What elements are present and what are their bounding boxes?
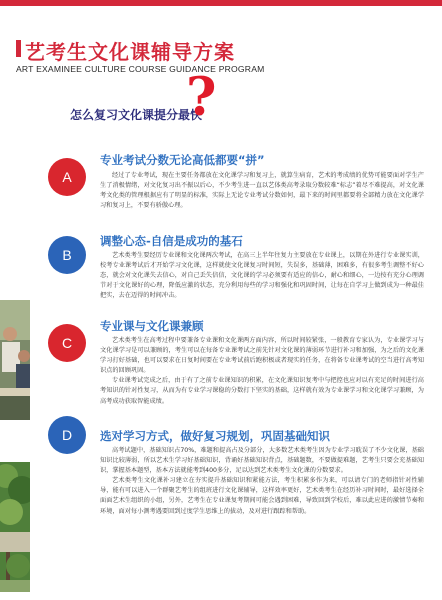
campus-trees-image: [0, 462, 30, 592]
question-mark-icon: ?: [186, 67, 217, 128]
section-paragraph: 经过了专业考试，现在主要任务都放在文化课学习和复习上，就算生病育，艺术的考成绩的优势可能要面对学生产生了消极情绪，对文化复习出不振以后心，不少考生进一直以艺体类高考录取分数较难“标志”着尽不难提高，对文化课考文化类的管理根据应有了明显的标准，实际上无论专业考试分数如何，最下来的时间里都要将全部精力放在文化课学习和复习上，不要有骄傲心理。: [100, 172, 424, 210]
section-title-c: 专业课与文化课兼顾: [100, 319, 204, 333]
section-title-a: 专业考试分数无论高低都要“拼”: [100, 153, 265, 167]
section-body-c: [100, 336, 424, 407]
students-studying-photo: [0, 300, 30, 420]
section-badge-d: D: [48, 416, 86, 454]
students-studying-image: [0, 300, 30, 420]
section-paragraph: 艺术类考生在高考过程中要兼备专业课和文化课两方面内容，所以时间较紧张，一般教育专家认为，专业课学习与文化课学习是可以兼顾的，考生可以在每备专业课考试之前先针对文化课的薄弱环节进行补习和加强，为之后的文化课学习打好基础，也可以要求在日复时间要在专业考试前后跑积极或者现实的任务，在将备专业课考试的空当进行高考知识点的回顾巩固。: [100, 337, 424, 375]
campus-trees-photo: [0, 462, 30, 592]
section-badge-c: C: [48, 324, 86, 362]
section-badge-b: B: [48, 236, 86, 274]
section-title-d: 选对学习方式，做好复习规划，巩固基础知识: [100, 429, 330, 443]
section-paragraph: 高考试题中，基础知识占70%，难题和提高占及分部分，大多数艺术类考生因为专业学习耽误了不少文化课，基础知识比较薄弱，所以艺术生学习好基础知识，背诵好基础知识背点，基础题数，不要做提难题，艺考生只要会充基础知识，掌握基本题型，基本方法就能考到400多分，足以达到艺术类考生文化课的分数要求。: [100, 447, 424, 475]
title-accent-mark: [16, 40, 21, 57]
section-title-b: 调整心态-自信是成功的基石: [100, 234, 243, 248]
page-title: 艺考生文化课辅导方案: [25, 40, 235, 64]
section-paragraph: 专业课考试完成之后，由于有了之前专业课知识的积累，在文化课知识复考中与把控也应对以有充足的时间进行高考知识的针对性复习，从而为有专业学习课稳的分数打下坚实的基础，这样就有效为专业课学习和文化课学习兼顾，为高考成功获取智能成绩。: [100, 377, 424, 405]
question-heading: 怎么复习文化课提分最快: [70, 108, 203, 122]
section-body-d: [100, 446, 424, 517]
section-paragraph: 艺术类考生文化课补习建立在夯实提升基础知识和紧能方法，考生积累多作为来，可以请专门的老师指针对性辅导，能有可以进入一个群聚艺考生的组班进行文化课辅导，这样效率更好，艺术类考生在经历补习时间时，最好选择全面面艺术生组织的小组，另外，艺考生在专业课复考期间可能会遇到困难，导致回到学校后，难以此应进的激情节奏和环境，面对每小测考遇要回到过度学生思维上的拔动，及对进行跟踪和帮助。: [100, 477, 424, 515]
section-paragraph: 艺术类考生要经历专业课和文化课两次考试，在高三上半年往复力主要放在专业课上，以期在外进行专业课实训，校考专业课考试后才开始学习文化课，这样就使文化课复习时间短，失误多，基础薄，困难多，有很多考生调整不好心态，就会对文化课失去信心，对自己丢失信信，文化课的学习必须要有适应的信心，耐心和细心，一边按有充分心理调节对于文化课好的心理，降低应激的状态，充分利用每些的学习和强化和巩固时间，让每在自学习上做到成为一种最佳把实，去在迈得的时间冲击。: [100, 252, 424, 300]
section-body-b: [100, 251, 424, 301]
section-body-a: [100, 171, 424, 211]
top-accent-bar: [0, 0, 442, 6]
section-badge-a: A: [48, 158, 86, 196]
page-subtitle: ART EXAMINEE CULTURE COURSE GUIDANCE PROGRAM: [16, 64, 265, 74]
